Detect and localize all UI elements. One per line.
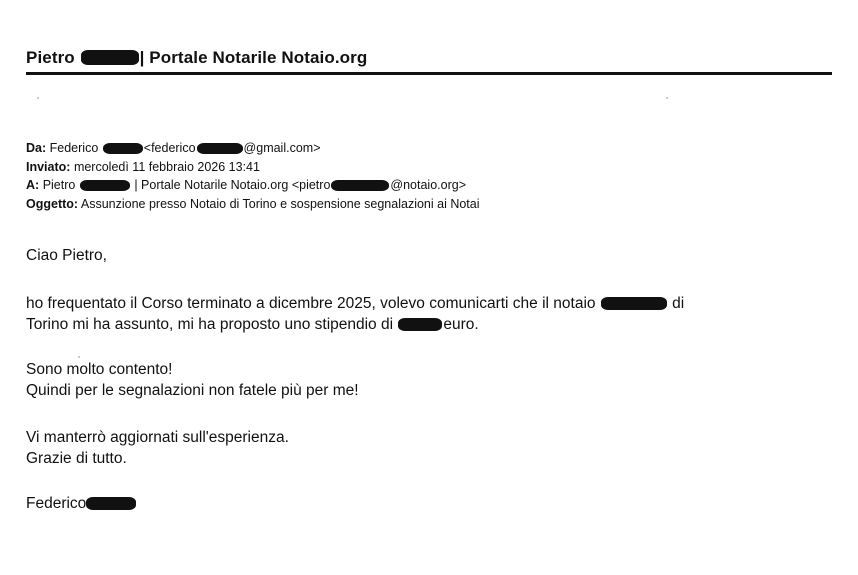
redacted-notary-name xyxy=(601,297,667,310)
sent-value: mercoledì 11 febbraio 2026 13:41 xyxy=(73,159,260,174)
scan-speck xyxy=(37,97,39,99)
from-label: Da: xyxy=(26,141,47,155)
to-email-prefix: <pietro xyxy=(291,178,331,192)
paragraph-line xyxy=(26,314,684,335)
subject-line xyxy=(26,195,480,214)
paragraph-line: Quindi per le segnalazioni non fatele più per me! xyxy=(26,382,359,399)
header-sender-name: Pietro xyxy=(26,48,75,67)
header-divider xyxy=(26,72,832,75)
from-email-domain: @gmail.com> xyxy=(243,141,321,155)
to-org: | Portale Notarile Notaio.org xyxy=(134,178,289,192)
paragraph-line: Vi manterrò aggiornati sull'esperienza. xyxy=(26,429,289,446)
from-name: Federico xyxy=(49,141,99,155)
header-title xyxy=(26,48,367,68)
to-email-domain: @notaio.org> xyxy=(390,178,466,192)
signature-name: Federico xyxy=(26,495,87,512)
to-name: Pietro xyxy=(42,178,76,192)
paragraph-line: Sono molto contento! xyxy=(26,361,173,378)
from-email-prefix: <federico xyxy=(143,141,196,155)
subject-label: Oggetto: xyxy=(26,196,79,211)
email-header xyxy=(26,48,832,76)
redacted-surname xyxy=(86,497,136,510)
email-metadata xyxy=(26,139,480,213)
redacted-email-part xyxy=(331,180,389,191)
email-greeting: Ciao Pietro, xyxy=(26,247,107,264)
paragraph-text: ho frequentato il Corso terminato a dicembre 2025, volevo comunicarti che il notaio xyxy=(26,295,596,312)
to-line xyxy=(26,176,480,195)
redacted-surname xyxy=(80,180,130,191)
paragraph-line: Grazie di tutto. xyxy=(26,450,127,467)
paragraph-text: Torino mi ha assunto, mi ha proposto uno stipendio di xyxy=(26,316,394,333)
sent-label: Inviato: xyxy=(26,159,71,174)
redacted-email-part xyxy=(197,143,243,154)
from-line xyxy=(26,139,480,158)
sent-line xyxy=(26,158,480,177)
redacted-surname xyxy=(103,143,143,154)
paragraph-text: euro. xyxy=(443,316,479,333)
email-paragraph-2 xyxy=(26,359,359,401)
subject-value: Assunzione presso Notaio di Torino e sospensione segnalazioni ai Notai xyxy=(80,196,480,211)
email-signature xyxy=(26,493,137,514)
email-paragraph-3 xyxy=(26,427,289,469)
scan-speck xyxy=(78,356,80,358)
paragraph-text: di xyxy=(672,295,685,312)
scan-speck xyxy=(666,97,668,99)
paragraph-line xyxy=(26,293,684,314)
header-sender-title: | Portale Notarile Notaio.org xyxy=(139,48,368,67)
redacted-surname xyxy=(81,50,139,65)
redacted-salary xyxy=(398,318,442,331)
email-paragraph-1 xyxy=(26,293,684,335)
to-label: A: xyxy=(26,178,40,192)
